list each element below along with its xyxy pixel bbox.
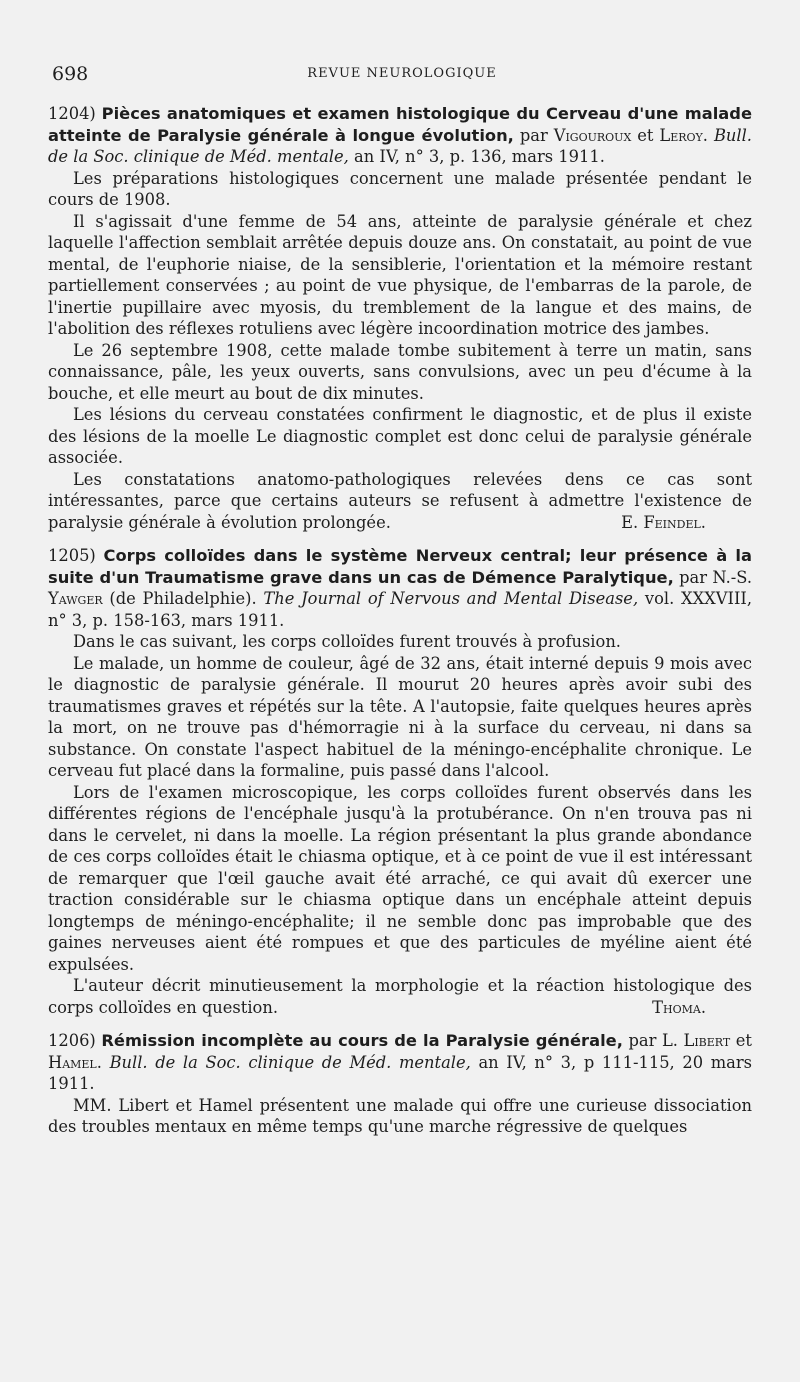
- body-paragraph: Lors de l'examen microscopique, les corps colloïdes furent observés dans les différentes régions de l'encéphale jusqu'à la protubérance. On n'en trouva pas ni dans le cervelet, ni dans la moelle. La région présentant la plus grande abondance de ces corps colloïdes était le chiasma optique, et à ce point de vue il est intéressant de remarquer que l'œil gauche avait été arraché, ce qui avait dû exercer une traction considérable sur le chiasma optique dans un encéphale atteint depuis longtemps de méningo-encéphalite; il ne semble donc pas improbable que des gaines nerveuses aient été rompues et que des particules de myéline aient été expulsées.: [48, 782, 752, 974]
- ref-par: par N.-S.: [679, 567, 752, 587]
- ref-et: et: [637, 125, 654, 145]
- abstract-heading: [48, 103, 752, 168]
- page-number: 698: [52, 63, 89, 85]
- ref-details: vol. XXXVIII, n° 3, p. 158-163, mars 1911.: [48, 589, 752, 630]
- abstract-1206: [48, 1030, 752, 1138]
- body-paragraph: [48, 469, 752, 534]
- body-paragraph: [48, 975, 752, 1018]
- body-paragraph: Dans le cas suivant, les corps colloïdes furent trouvés à profusion.: [73, 632, 621, 651]
- ref-details: an IV, n° 3, p. 136, mars 1911.: [354, 147, 605, 166]
- body-paragraph: MM. Libert et Hamel présentent une malade qui offre une curieuse dissociation des troubles mentaux en même temps qu'une marche régressive de quelques: [48, 1095, 752, 1136]
- abstract-1205: [48, 545, 752, 1018]
- abstract-1204: [48, 103, 752, 533]
- ref-affiliation: (de Philadelphie).: [109, 589, 257, 608]
- ref-details: an IV, n° 3, p 111-115, 20 mars 1911.: [48, 1052, 752, 1093]
- abstract-title: Corps colloïdes dans le système Nerveux central; leur présence à la suite d'un Traumatisme grave dans un cas de Démence Paralytique,: [48, 546, 752, 587]
- page-header: [52, 63, 752, 89]
- abstract-number: 1206): [48, 1031, 96, 1050]
- abstract-heading: [48, 545, 752, 631]
- running-head: REVUE NEUROLOGIQUE: [307, 66, 497, 81]
- ref-par: par: [519, 125, 548, 145]
- signature: Thoma.: [652, 997, 706, 1017]
- abstract-number: 1205): [48, 546, 96, 565]
- page-content: [48, 103, 752, 1150]
- abstract-title: Pièces anatomiques et examen histologique du Cerveau d'une malade atteinte de Paralysie générale à longue évolution,: [48, 104, 752, 145]
- abstract-title: Rémission incomplète au cours de la Paralysie générale,: [101, 1031, 623, 1050]
- ref-author: Yawger: [48, 589, 103, 608]
- ref-author: Vigouroux: [553, 125, 632, 145]
- body-paragraph: Le 26 septembre 1908, cette malade tombe subitement à terre un matin, sans connaissance, pâle, les yeux ouverts, sans convulsions, avec un peu d'écume à la bouche, et elle meurt au bout de dix minutes.: [48, 340, 752, 403]
- body-paragraph: Il s'agissait d'une femme de 54 ans, atteinte de paralysie générale et chez laquelle l'affection semblait arrêtée depuis douze ans. On constatait, au point de vue mental, de l'euphorie niaise, de la sensiblerie, l'orientation et la mémoire restant partiellement conservées ; au point de vue physique, de l'embarras de la parole, de l'inertie pupillaire avec myosis, du tremblement de la langue et des mains, de l'abolition des réflexes rotuliens avec légère incoordination motrice des jambes.: [48, 211, 752, 338]
- body-text: L'auteur décrit minutieusement la morphologie et la réaction histologique des corps colloïdes en question.: [48, 976, 752, 1017]
- ref-author: Leroy.: [659, 125, 708, 145]
- abstract-number: 1204): [48, 104, 96, 123]
- signature: E. Feindel.: [621, 512, 706, 532]
- ref-journal: Bull. de la Soc. clinique de Méd. mentale,: [109, 1052, 471, 1072]
- body-paragraph: Le malade, un homme de couleur, âgé de 32 ans, était interné depuis 9 mois avec le diagnostic de paralysie générale. Il mourut 20 heures après avoir subi des traumatismes graves et répétés sur la tête. A l'autopsie, faite quelques heures après la mort, on ne trouve pas d'hémorragie ni à la surface du cerveau, ni dans sa substance. On constate l'aspect habituel de la méningo-encéphalite chronique. Le cerveau fut placé dans la formaline, puis passé dans l'alcool.: [48, 653, 752, 780]
- ref-journal: The Journal of Nervous and Mental Disease,: [263, 589, 639, 608]
- ref-par: par L.: [628, 1031, 678, 1050]
- ref-author: Libert: [683, 1031, 731, 1050]
- ref-journal: Bull. de la Soc. clinique de Méd. mentale,: [48, 125, 752, 166]
- ref-author: Hamel.: [48, 1052, 102, 1072]
- abstract-heading: [48, 1030, 752, 1095]
- body-paragraph: Les préparations histologiques concernent une malade présentée pendant le cours de 1908.: [48, 168, 752, 209]
- body-text: Les constatations anatomo-pathologiques relevées dens ce cas sont intéressantes, parce que certains auteurs se refusent à admettre l'existence de paralysie générale à évolution prolongée.: [48, 469, 752, 532]
- body-paragraph: Les lésions du cerveau constatées confirment le diagnostic, et de plus il existe des lésions de la moelle Le diagnostic complet est donc celui de paralysie générale associée.: [48, 405, 752, 467]
- ref-et: et: [735, 1031, 752, 1050]
